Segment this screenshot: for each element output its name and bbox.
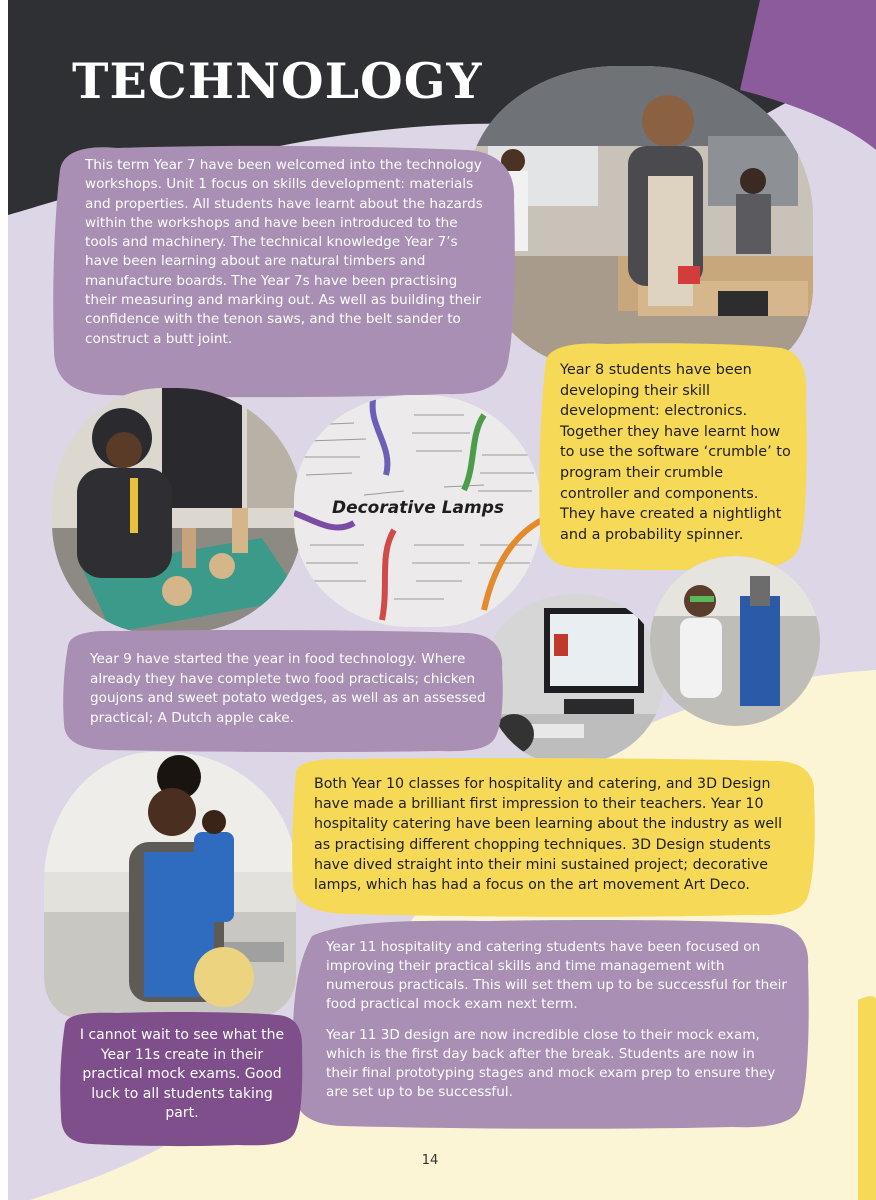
year8-text: Year 8 students have been developing their skill development: electronics. Together they have learnt how to use the software ‘crumble’ to program their crumble controller and components. They have created a nightlight and a probability spinner. [560,362,791,543]
computer-lab-photo [484,594,664,764]
page-title: TECHNOLOGY [72,52,483,110]
year7-textbox [48,140,518,400]
student-woodwork-photo [52,388,302,633]
year9-text: Year 9 have started the year in food technology. Where already they have complete two food practicals; chicken goujons and sweet potato wedges, as well as an assessed practical; A Dutch apple cake. [90,651,486,726]
year11-text-1: Year 11 hospitality and catering students have been focused on improving their practical skills and time management with numerous practicals. This will set them up to be successful for their food practical mock exam next term. [326,939,787,1012]
year11-text-2: Year 11 3D design are now incredible close to their mock exam, which is the first day back after the break. Students are now in their final prototyping stages and mock exam prep to ensure they are set up to be successful. [326,1027,776,1100]
goodluck-text: I cannot wait to see what the Year 11s create in their practical mock exams. Good luck to all students taking part. [79,1027,285,1122]
year9-textbox [58,628,506,753]
decorative-lamps-mindmap [294,395,542,627]
year7-text: This term Year 7 have been welcomed into the technology workshops. Unit 1 focus on skills development: materials and properties. All students have learnt about the hazards within the workshops and have been introduced to the tools and machinery. The technical knowledge Year 7’s have been learning about are natural timbers and manufacture boards. The Year 7s have been practising their measuring and marking out. As well as building their confidence with the tenon saws, and the belt sander to construct a butt joint. [85,157,483,347]
year8-textbox [536,340,809,572]
cooking-photo [44,752,296,1017]
year10-text: Both Year 10 classes for hospitality and catering, and 3D Design have made a brilliant first impression to their teachers. Year 10 hospitality catering have been learning about the industry as well as practising different chopping techniques. 3D Design students have dived straight into their mini sustained project; decorative lamps, which has had a focus on the art movement Art Deco. [314,776,783,894]
page-number: 14 [421,1153,439,1168]
year10-textbox [288,756,818,918]
goodluck-textbox [57,1010,305,1148]
year11-textbox [282,916,812,1130]
pillar-drill-photo [650,556,820,726]
workshop-photo [468,66,813,366]
mindmap-center-label: Decorative Lamps [331,498,505,518]
